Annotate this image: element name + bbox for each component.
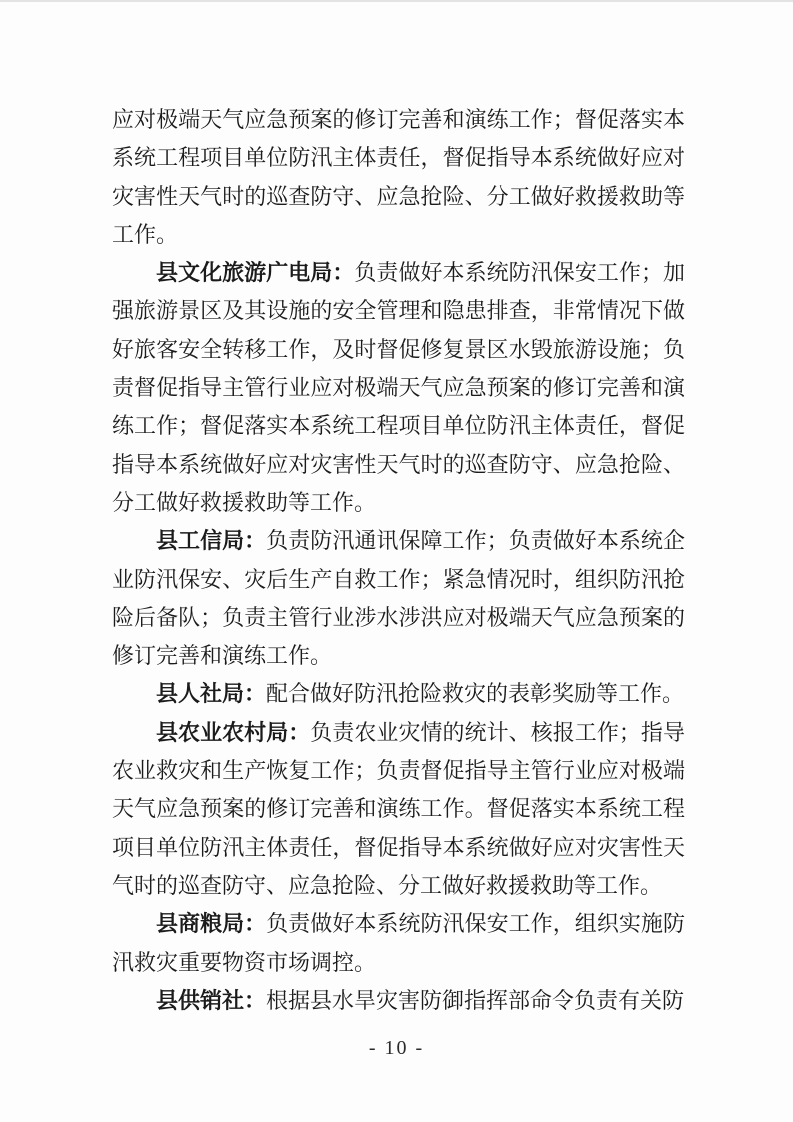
document-body [112, 101, 685, 1020]
paragraph-text: 根据县水旱灾害防御指挥部命令负责有关防 [266, 987, 685, 1013]
paragraph-culture-tourism-bureau [112, 254, 685, 522]
paragraph-supply-marketing-cooperative [112, 982, 685, 1020]
paragraph-commerce-grain-bureau [112, 905, 685, 982]
paragraph-text: 负责防汛通讯保障工作；负责做好本系统企业防汛保安、灾后生产自救工作；紧急情况时，组织防汛抢险后备队；负责主管行业涉水涉洪应对极端天气应急预案的修订完善和演练工作。 [112, 528, 685, 669]
paragraph-text: 配合做好防汛抢险救灾的表彰奖励等工作。 [266, 681, 685, 707]
department-name: 县商粮局： [156, 911, 267, 937]
page-footer [0, 1037, 793, 1060]
paragraph-text: 负责做好本系统防汛保安工作；加强旅游景区及其设施的安全管理和隐患排查，非常情况下做好旅客安全转移工作，及时督促修复景区水毁旅游设施；负责督促指导主管行业应对极端天气应急预案的修订完善和演练工作；督促落实本系统工程项目单位防汛主体责任，督促指导本系统做好应对灾害性天气时的巡查防守、应急抢险、分工做好救援救助等工作。 [112, 260, 685, 515]
paragraph-industry-info-bureau [112, 522, 685, 675]
paragraph-text: 应对极端天气应急预案的修订完善和演练工作；督促落实本系统工程项目单位防汛主体责任，督促指导本系统做好应对灾害性天气时的巡查防守、应急抢险、分工做好救援救助等工作。 [112, 107, 685, 247]
paragraph-human-resources-bureau [112, 675, 685, 713]
department-name: 县农业农村局： [156, 719, 311, 745]
paragraph-text: 负责做好本系统防汛保安工作，组织实施防汛救灾重要物资市场调控。 [112, 911, 685, 975]
department-name: 县供销社： [156, 987, 267, 1013]
paragraph-text: 负责农业灾情的统计、核报工作；指导农业救灾和生产恢复工作；负责督促指导主管行业应对极端天气应急预案的修订完善和演练工作。督促落实本系统工程项目单位防汛主体责任，督促指导本系统做好应对灾害性天气时的巡查防守、应急抢险、分工做好救援救助等工作。 [112, 719, 685, 898]
department-name: 县工信局： [156, 528, 267, 554]
department-name: 县人社局： [156, 681, 267, 707]
paragraph-agriculture-rural-bureau [112, 714, 685, 905]
page-number: - 10 - [368, 1037, 425, 1059]
department-name: 县文化旅游广电局： [156, 260, 355, 286]
paragraph-continuation [112, 101, 685, 254]
